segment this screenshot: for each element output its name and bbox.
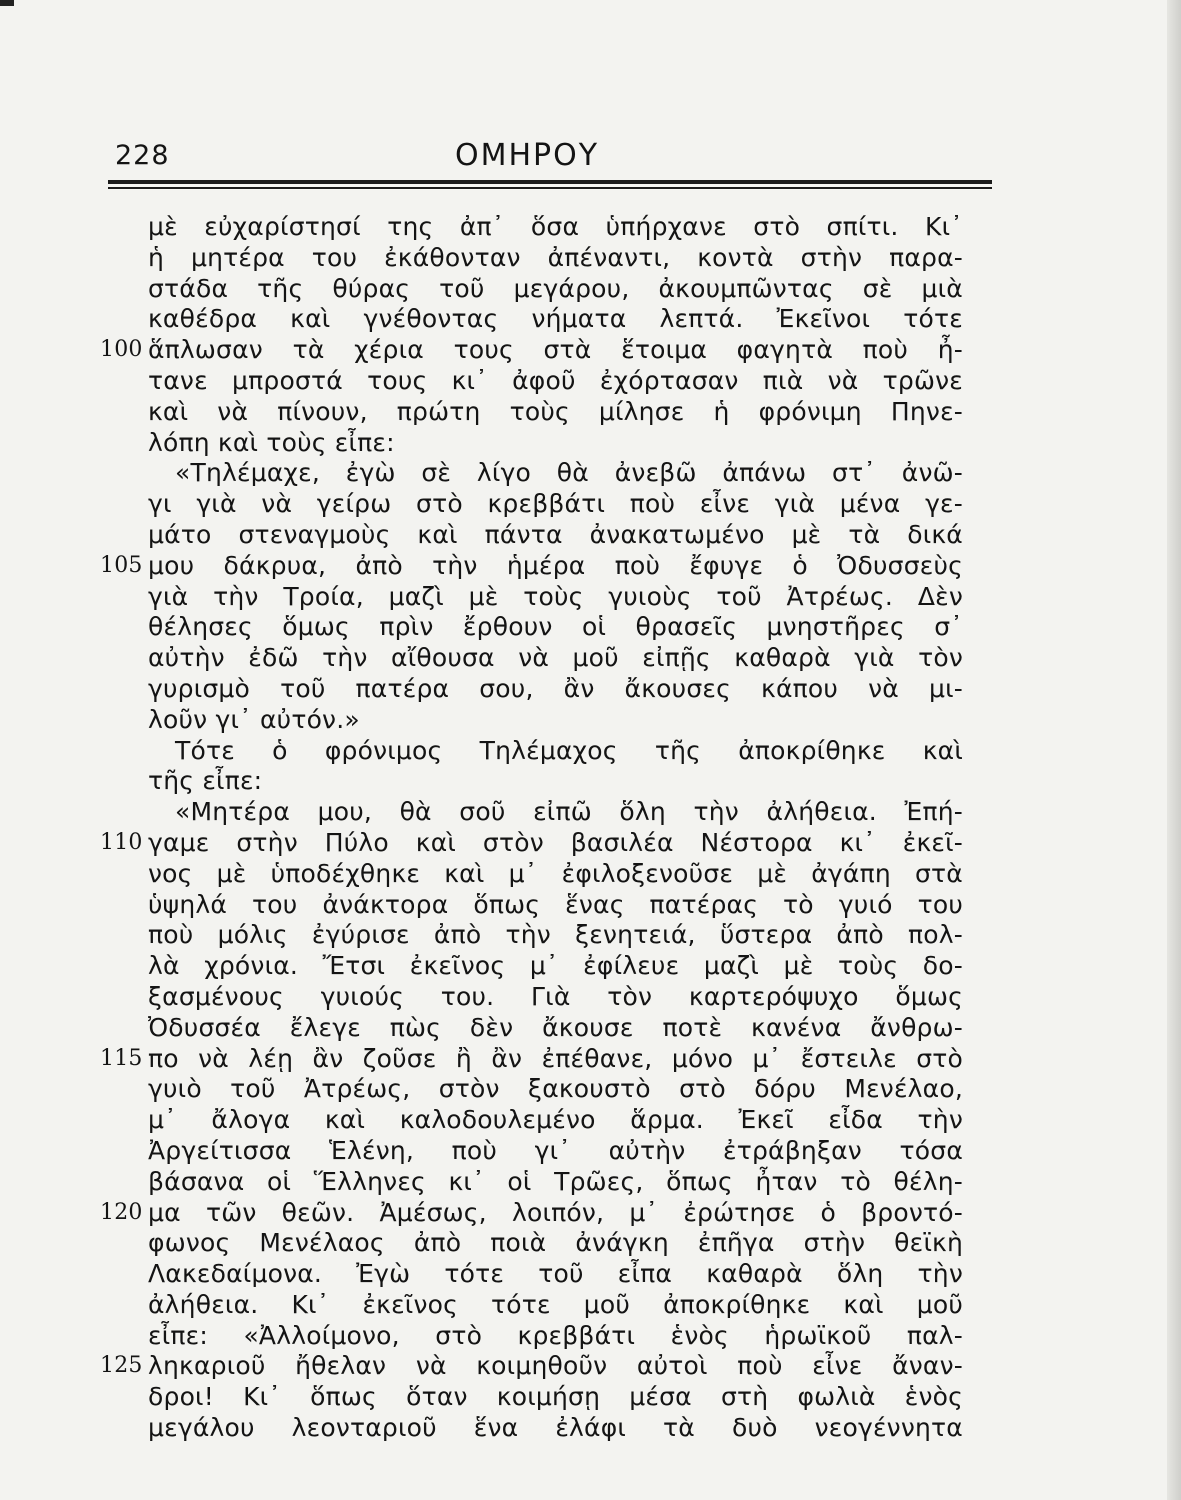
text-line [0, 274, 1181, 305]
line-text: γυιὸ τοῦ Ἀτρέως, στὸν ξακουστὸ στὸ δόρυ Μενέλαο, [148, 1074, 963, 1104]
text-line [0, 643, 1181, 674]
line-text: μὲ εὐχαρίστησί της ἀπ᾿ ὅσα ὑπήρχανε στὸ σπίτι. Κι᾿ [148, 212, 963, 241]
line-text: γυρισμὸ τοῦ πατέρα σου, ἂν ἄκουσες κάπου νὰ μι- [148, 673, 963, 703]
text-line [0, 1321, 1181, 1352]
text-line [0, 551, 1181, 582]
page-number: 228 [115, 140, 170, 171]
line-text: ποὺ μόλις ἐγύρισε ἀπὸ τὴν ξενητειά, ὕστερα ἀπὸ πολ- [148, 920, 963, 950]
line-text: ἡ μητέρα του ἐκάθονταν ἀπέναντι, κοντὰ στὴν παρα- [148, 242, 963, 272]
header-rule-thick [108, 180, 992, 184]
text-line [0, 612, 1181, 643]
verse-line-number: 105 [100, 552, 143, 578]
text-line [0, 828, 1181, 859]
text-line [0, 1198, 1181, 1229]
text-line [0, 674, 1181, 705]
text-line [0, 304, 1181, 335]
line-text: βάσανα οἱ Ἕλληνες κι᾿ οἱ Τρῶες, ὅπως ἦταν τὸ θέλη- [148, 1166, 963, 1196]
text-line [0, 736, 1181, 767]
line-text: Λακεδαίμονα. Ἐγὼ τότε τοῦ εἶπα καθαρὰ ὅλη τὴν [148, 1259, 963, 1289]
verse-line-number: 120 [100, 1199, 143, 1225]
line-text: νος μὲ ὑποδέχθηκε καὶ μ᾿ ἐφιλοξενοῦσε μὲ ἀγάπη στὰ [148, 858, 963, 888]
line-text: ὑψηλά του ἀνάκτορα ὅπως ἕνας πατέρας τὸ γυιό του [148, 889, 963, 919]
line-text: δροι! Κι᾿ ὅπως ὅταν κοιμήσῃ μέσα στὴ φωλιὰ ἑνὸς [148, 1382, 963, 1412]
text-line [0, 1259, 1181, 1290]
text-line [0, 890, 1181, 921]
line-text: στάδα τῆς θύρας τοῦ μεγάρου, ἀκουμπῶντας σὲ μιὰ [148, 273, 963, 303]
text-line [0, 366, 1181, 397]
line-text: αὐτὴν ἐδῶ τὴν αἴθουσα νὰ μοῦ εἰπῇς καθαρὰ γιὰ τὸν [148, 643, 963, 673]
scan-corner-mark [0, 0, 14, 6]
text-line [0, 859, 1181, 890]
text-line [0, 1167, 1181, 1198]
text-line [0, 951, 1181, 982]
line-text: ληκαριοῦ ἤθελαν νὰ κοιμηθοῦν αὐτοὶ ποὺ εἶνε ἄναν- [148, 1351, 963, 1381]
line-text: Ἀργείτισσα Ἑλένη, ποὺ γι᾿ αὐτὴν ἐτράβηξαν τόσα [148, 1135, 963, 1165]
text-line [0, 458, 1181, 489]
line-text: λόπη καὶ τοὺς εἶπε: [148, 427, 395, 457]
text-line [0, 1074, 1181, 1105]
text-line [0, 705, 1181, 736]
line-text: μ᾿ ἄλογα καὶ καλοδουλεμένο ἅρμα. Ἐκεῖ εἶδα τὴν [148, 1105, 963, 1135]
line-text: φωνος Μενέλαος ἀπὸ ποιὰ ἀνάγκη ἐπῆγα στὴν θεϊκὴ [148, 1228, 963, 1258]
line-text: γαμε στὴν Πύλο καὶ στὸν βασιλέα Νέστορα κι᾿ ἐκεῖ- [148, 827, 963, 857]
line-text: ξασμένους γυιούς του. Γιὰ τὸν καρτερόψυχο ὅμως [148, 981, 963, 1011]
line-text: Ὀδυσσέα ἔλεγε πὼς δὲν ἄκουσε ποτὲ κανένα ἄνθρω- [148, 1012, 963, 1042]
text-line [0, 489, 1181, 520]
line-text: καὶ νὰ πίνουν, πρώτη τοὺς μίλησε ἡ φρόνιμη Πηνε- [148, 396, 963, 426]
line-text: εἶπε: «Ἀλλοίμονο, στὸ κρεββάτι ἑνὸς ἡρωϊκοῦ παλ- [148, 1320, 963, 1350]
page-header [115, 140, 995, 176]
text-line [0, 335, 1181, 366]
line-text: Τότε ὁ φρόνιμος Τηλέμαχος τῆς ἀποκρίθηκε καὶ [175, 735, 963, 765]
text-line [0, 1044, 1181, 1075]
line-text: μου δάκρυα, ἀπὸ τὴν ἡμέρα ποὺ ἔφυγε ὁ Ὀδυσσεὺς [148, 550, 963, 580]
line-text: γι γιὰ νὰ γείρω στὸ κρεββάτι ποὺ εἶνε γιὰ μένα γε- [148, 489, 963, 519]
line-text: θέλησες ὅμως πρὶν ἔρθουν οἱ θρασεῖς μνηστῆρες σ᾿ [148, 612, 963, 642]
line-text: τανε μπροστά τους κι᾿ ἀφοῦ ἐχόρτασαν πιὰ νὰ τρῶνε [148, 365, 963, 395]
text-line [0, 520, 1181, 551]
line-text: «Μητέρα μου, θὰ σοῦ εἰπῶ ὅλη τὴν ἀλήθεια. Ἐπή- [175, 797, 963, 827]
text-line [0, 1382, 1181, 1413]
text-line [0, 766, 1181, 797]
header-rule-thin [108, 187, 992, 189]
text-line [0, 243, 1181, 274]
text-line [0, 797, 1181, 828]
text-line [0, 1136, 1181, 1167]
line-text: πο νὰ λέῃ ἂν ζοῦσε ἢ ἂν ἐπέθανε, μόνο μ᾿ ἔστειλε στὸ [148, 1043, 963, 1073]
verse-line-number: 110 [100, 829, 143, 855]
line-text: μάτο στεναγμοὺς καὶ πάντα ἀνακατωμένο μὲ τὰ δικά [148, 519, 963, 549]
verse-line-number: 100 [100, 337, 143, 363]
text-line [0, 1013, 1181, 1044]
line-text: τῆς εἶπε: [148, 766, 263, 796]
text-line [0, 397, 1181, 428]
text-line [0, 982, 1181, 1013]
text-line [0, 582, 1181, 613]
line-text: καθέδρα καὶ γνέθοντας νήματα λεπτά. Ἐκεῖνοι τότε [148, 304, 963, 334]
text-line [0, 1228, 1181, 1259]
text-line [0, 212, 1181, 243]
line-text: λὰ χρόνια. Ἔτσι ἐκεῖνος μ᾿ ἐφίλευε μαζὶ μὲ τοὺς δο- [148, 951, 963, 981]
verse-line-number: 125 [100, 1353, 143, 1379]
line-text: γιὰ τὴν Τροία, μαζὶ μὲ τοὺς γυιοὺς τοῦ Ἀτρέως. Δὲν [148, 581, 963, 611]
body-text [0, 212, 1181, 1444]
running-title: ΟΜΗΡΟΥ [455, 138, 600, 173]
line-text: ἀλήθεια. Κι᾿ ἐκεῖνος τότε μοῦ ἀποκρίθηκε καὶ μοῦ [148, 1289, 963, 1319]
line-text: λοῦν γι᾿ αὐτόν.» [148, 704, 360, 734]
verse-line-number: 115 [100, 1045, 143, 1071]
line-text: μεγάλου λεονταριοῦ ἕνα ἐλάφι τὰ δυὸ νεογέννητα [148, 1413, 963, 1443]
text-line [0, 1351, 1181, 1382]
text-line [0, 920, 1181, 951]
line-text: ἅπλωσαν τὰ χέρια τους στὰ ἕτοιμα φαγητὰ ποὺ ἦ- [148, 335, 963, 365]
text-line [0, 1290, 1181, 1321]
text-line [0, 1413, 1181, 1444]
text-line [0, 428, 1181, 459]
line-text: «Τηλέμαχε, ἐγὼ σὲ λίγο θὰ ἀνεβῶ ἀπάνω στ᾿ ἀνῶ- [175, 458, 963, 488]
line-text: μα τῶν θεῶν. Ἀμέσως, λοιπόν, μ᾿ ἐρώτησε ὁ βροντό- [148, 1197, 963, 1227]
text-line [0, 1105, 1181, 1136]
